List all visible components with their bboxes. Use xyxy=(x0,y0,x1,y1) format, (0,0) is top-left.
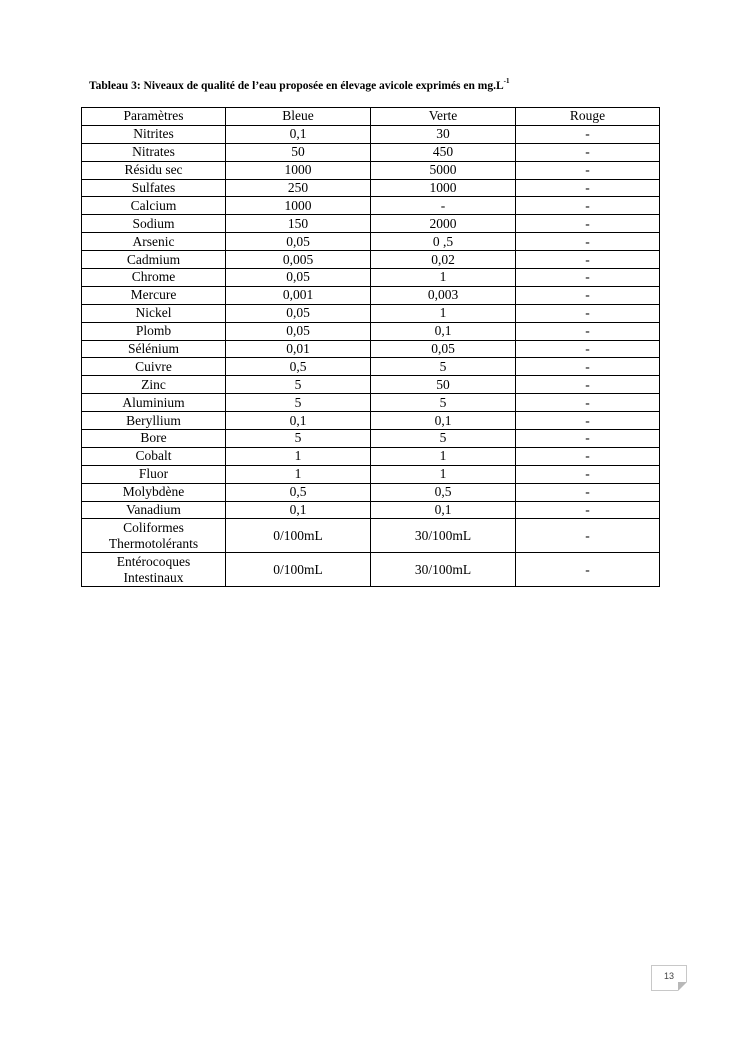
table-cell-rouge: - xyxy=(516,215,660,233)
table-row xyxy=(82,304,660,322)
table-cell-param: Molybdène xyxy=(82,483,226,501)
table-header-row xyxy=(82,108,660,126)
table-cell-bleue: 1 xyxy=(226,465,371,483)
table-cell-rouge: - xyxy=(516,553,660,587)
table-cell-verte: 1 xyxy=(371,304,516,322)
table-cell-rouge: - xyxy=(516,447,660,465)
table-row xyxy=(82,125,660,143)
table-cell-rouge: - xyxy=(516,161,660,179)
table-row xyxy=(82,233,660,251)
table-cell-rouge: - xyxy=(516,322,660,340)
table-cell-param: Cadmium xyxy=(82,251,226,269)
table-cell-param: Sélénium xyxy=(82,340,226,358)
table-cell-bleue: 0,5 xyxy=(226,483,371,501)
table-cell-rouge: - xyxy=(516,430,660,448)
table-cell-bleue: 0/100mL xyxy=(226,553,371,587)
water-quality-table xyxy=(81,107,660,587)
table-cell-verte: 5000 xyxy=(371,161,516,179)
table-row xyxy=(82,269,660,287)
table-cell-rouge: - xyxy=(516,376,660,394)
table-cell-verte: 0,05 xyxy=(371,340,516,358)
table-cell-verte: 5 xyxy=(371,430,516,448)
page-number: 13 xyxy=(663,971,674,981)
table-cell-rouge: - xyxy=(516,179,660,197)
table-cell-bleue: 150 xyxy=(226,215,371,233)
table-row xyxy=(82,251,660,269)
table-cell-verte: 0,02 xyxy=(371,251,516,269)
table-cell-verte: 0,003 xyxy=(371,286,516,304)
table-cell-param: Nitrates xyxy=(82,143,226,161)
table-row xyxy=(82,501,660,519)
table-cell-bleue: 5 xyxy=(226,376,371,394)
table-cell-bleue: 50 xyxy=(226,143,371,161)
table-cell-param: Plomb xyxy=(82,322,226,340)
header-cell-bleue: Bleue xyxy=(226,108,371,126)
table-cell-param: Chrome xyxy=(82,269,226,287)
table-cell-param: Mercure xyxy=(82,286,226,304)
header-cell-rouge: Rouge xyxy=(516,108,660,126)
page-curl-icon xyxy=(678,982,687,991)
table-cell-param xyxy=(82,553,226,587)
header-cell-parametres: Paramètres xyxy=(82,108,226,126)
table-cell-verte: 2000 xyxy=(371,215,516,233)
table-cell-bleue: 0,5 xyxy=(226,358,371,376)
table-cell-rouge: - xyxy=(516,286,660,304)
table-cell-param: Sodium xyxy=(82,215,226,233)
table-cell-rouge: - xyxy=(516,412,660,430)
table-cell-verte: 30/100mL xyxy=(371,553,516,587)
table-cell-param xyxy=(82,519,226,553)
table-cell-bleue: 1 xyxy=(226,447,371,465)
table-row xyxy=(82,483,660,501)
table-cell-bleue: 0,05 xyxy=(226,233,371,251)
table-cell-verte: 1 xyxy=(371,269,516,287)
table-cell-rouge: - xyxy=(516,358,660,376)
table-row xyxy=(82,465,660,483)
param-line: Thermotolérants xyxy=(108,535,199,551)
table-cell-verte: 50 xyxy=(371,376,516,394)
page-number-badge xyxy=(651,965,687,991)
table-cell-verte: 450 xyxy=(371,143,516,161)
header-cell-verte: Verte xyxy=(371,108,516,126)
table-cell-verte: 1000 xyxy=(371,179,516,197)
table-cell-param: Beryllium xyxy=(82,412,226,430)
table-cell-verte: 30 xyxy=(371,125,516,143)
table-cell-rouge: - xyxy=(516,143,660,161)
table-cell-param: Bore xyxy=(82,430,226,448)
param-line: Coliformes xyxy=(123,519,184,535)
table-cell-bleue: 0,1 xyxy=(226,501,371,519)
table-row xyxy=(82,322,660,340)
table-row xyxy=(82,447,660,465)
table-cell-param: Arsenic xyxy=(82,233,226,251)
table-cell-rouge: - xyxy=(516,483,660,501)
table-cell-rouge: - xyxy=(516,251,660,269)
caption-text: Tableau 3: Niveaux de qualité de l’eau proposée en élevage avicole exprimés en mg.L xyxy=(89,80,504,92)
table-cell-verte: 1 xyxy=(371,447,516,465)
table-cell-bleue: 0,01 xyxy=(226,340,371,358)
table-cell-verte: 0,1 xyxy=(371,412,516,430)
table-cell-param: Zinc xyxy=(82,376,226,394)
param-line: Intestinaux xyxy=(123,569,184,585)
table-cell-bleue: 5 xyxy=(226,430,371,448)
table-row xyxy=(82,519,660,553)
table-cell-rouge: - xyxy=(516,465,660,483)
table-cell-param: Nitrites xyxy=(82,125,226,143)
caption-superscript: -1 xyxy=(503,77,510,85)
table-cell-param: Sulfates xyxy=(82,179,226,197)
table-cell-param: Nickel xyxy=(82,304,226,322)
table-cell-rouge: - xyxy=(516,519,660,553)
table-cell-bleue: 0/100mL xyxy=(226,519,371,553)
table-cell-rouge: - xyxy=(516,394,660,412)
table-row xyxy=(82,215,660,233)
table-cell-param: Aluminium xyxy=(82,394,226,412)
table-cell-bleue: 0,05 xyxy=(226,304,371,322)
table-body xyxy=(82,108,660,587)
table-row xyxy=(82,553,660,587)
table-cell-bleue: 5 xyxy=(226,394,371,412)
table-row xyxy=(82,286,660,304)
table-cell-rouge: - xyxy=(516,197,660,215)
table-cell-param: Cuivre xyxy=(82,358,226,376)
table-cell-param: Cobalt xyxy=(82,447,226,465)
table-row xyxy=(82,412,660,430)
table-cell-verte: 5 xyxy=(371,358,516,376)
table-cell-bleue: 0,1 xyxy=(226,125,371,143)
table-row xyxy=(82,340,660,358)
table-cell-rouge: - xyxy=(516,269,660,287)
table-row xyxy=(82,358,660,376)
table-cell-bleue: 0,05 xyxy=(226,269,371,287)
table-cell-bleue: 0,005 xyxy=(226,251,371,269)
table-row xyxy=(82,143,660,161)
table-cell-verte: 0,1 xyxy=(371,322,516,340)
table-cell-rouge: - xyxy=(516,233,660,251)
table-cell-verte: 0,1 xyxy=(371,501,516,519)
table-row xyxy=(82,179,660,197)
table-cell-bleue: 1000 xyxy=(226,161,371,179)
table-cell-bleue: 0,001 xyxy=(226,286,371,304)
table-cell-param: Résidu sec xyxy=(82,161,226,179)
table-cell-param: Vanadium xyxy=(82,501,226,519)
table-cell-verte: 30/100mL xyxy=(371,519,516,553)
table-caption xyxy=(89,78,509,94)
table-cell-verte: 5 xyxy=(371,394,516,412)
table-row xyxy=(82,394,660,412)
table-cell-bleue: 1000 xyxy=(226,197,371,215)
table-row xyxy=(82,161,660,179)
table-cell-verte: 0 ,5 xyxy=(371,233,516,251)
table-cell-bleue: 0,1 xyxy=(226,412,371,430)
table-cell-bleue: 0,05 xyxy=(226,322,371,340)
table-row xyxy=(82,197,660,215)
table-cell-rouge: - xyxy=(516,501,660,519)
table-row xyxy=(82,376,660,394)
table-cell-bleue: 250 xyxy=(226,179,371,197)
table-cell-verte: 0,5 xyxy=(371,483,516,501)
table-cell-rouge: - xyxy=(516,340,660,358)
table-cell-param: Calcium xyxy=(82,197,226,215)
table-cell-param: Fluor xyxy=(82,465,226,483)
table-cell-verte: 1 xyxy=(371,465,516,483)
table-cell-rouge: - xyxy=(516,304,660,322)
param-line: Entérocoques xyxy=(116,553,191,569)
table-cell-verte: - xyxy=(371,197,516,215)
table-cell-rouge: - xyxy=(516,125,660,143)
table-row xyxy=(82,430,660,448)
